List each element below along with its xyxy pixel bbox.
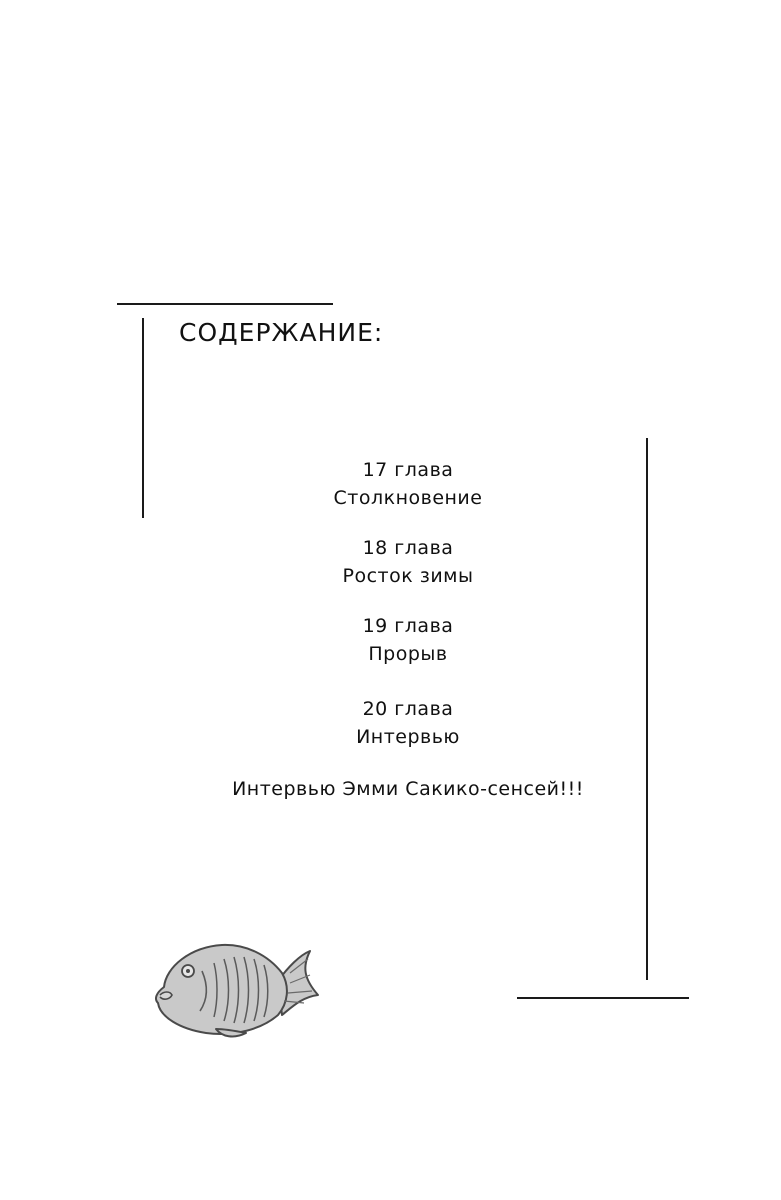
fish-icon [150, 937, 322, 1041]
top-horizontal-rule [117, 303, 333, 305]
toc-chapter-number: 19 глава [362, 615, 454, 637]
toc-chapter-title: Прорыв [368, 643, 448, 665]
toc-chapter-number: 17 глава [362, 459, 454, 481]
toc-entry-20[interactable] [160, 695, 656, 751]
toc-chapter-number: 20 глава [362, 698, 454, 720]
bottom-horizontal-rule [517, 997, 689, 999]
page-title: СОДЕРЖАНИЕ: [179, 318, 384, 347]
toc-chapter-number: 18 глава [362, 537, 454, 559]
toc-entry-interview[interactable]: Интервью Эмми Сакико-сенсей!!! [232, 778, 584, 800]
toc-chapter-title: Столкновение [333, 487, 483, 509]
toc-entry-18[interactable] [160, 534, 656, 590]
toc-chapter-title: Интервью [356, 726, 460, 748]
table-of-contents [160, 456, 656, 803]
toc-entry-17[interactable] [160, 456, 656, 512]
top-vertical-rule [142, 318, 144, 518]
toc-entry-19[interactable] [160, 612, 656, 668]
toc-chapter-title: Росток зимы [342, 565, 474, 587]
